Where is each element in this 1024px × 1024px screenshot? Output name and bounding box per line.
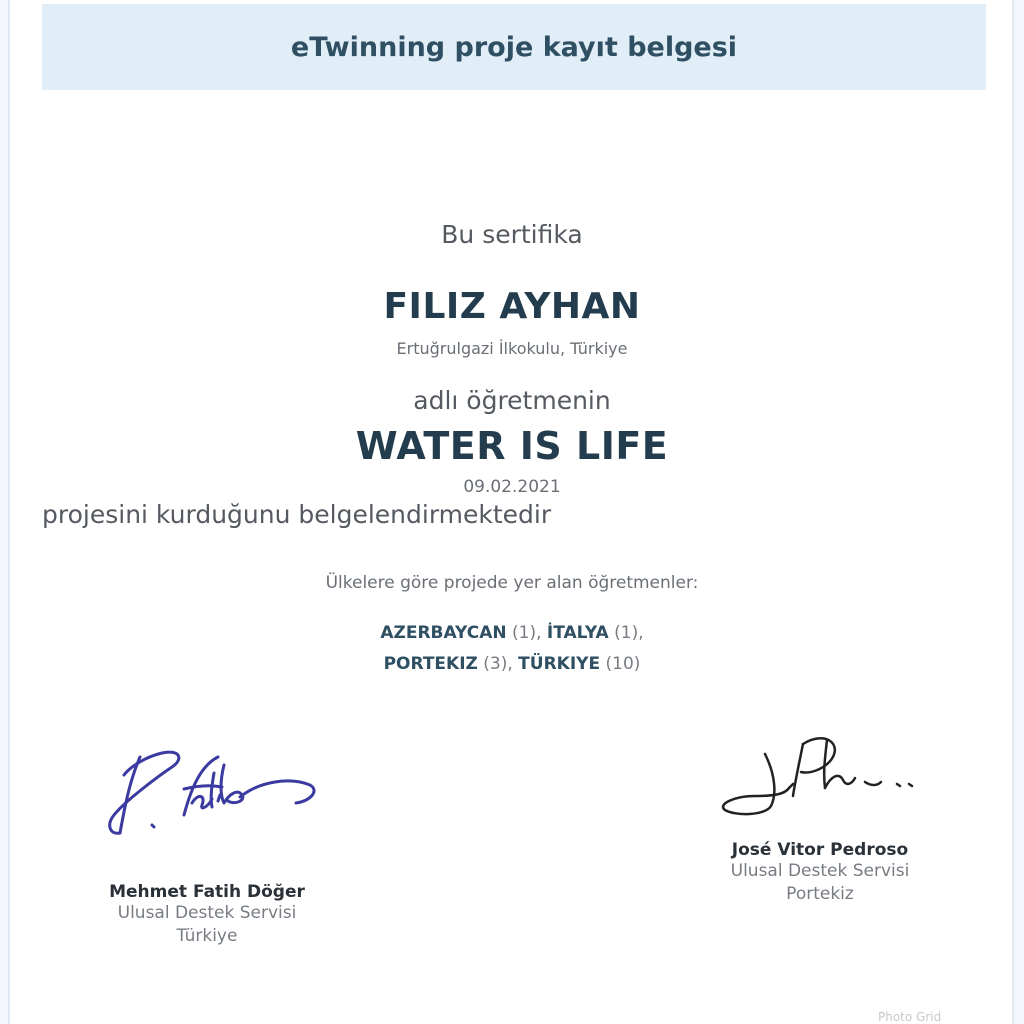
signatory-country: Portekiz: [786, 884, 854, 904]
project-date: 09.02.2021: [463, 477, 561, 497]
signature-right: [715, 724, 925, 824]
certification-statement: projesini kurduğunu belgelendirmektedir: [42, 500, 552, 529]
teacher-of-text: adlı öğretmenin: [413, 386, 611, 415]
signatory-right: [700, 840, 940, 906]
signatory-country: Türkiye: [176, 926, 238, 946]
signatory-role: Ulusal Destek Servisi: [730, 861, 910, 881]
signatory-role: Ulusal Destek Servisi: [117, 903, 297, 923]
project-name: WATER IS LIFE: [355, 424, 669, 468]
signatory-name: Mehmet Fatih Döğer: [109, 882, 305, 902]
country-name: İTALYA: [546, 623, 609, 643]
photo-grid-watermark: Photo Grid: [878, 1010, 942, 1024]
signatory-name: José Vitor Pedroso: [731, 840, 909, 860]
teacher-name: FILIZ AYHAN: [383, 286, 641, 327]
country-name: PORTEKIZ: [383, 654, 478, 674]
country-count: (1),: [614, 623, 644, 643]
certificate-title: eTwinning proje kayıt belgesi: [290, 31, 738, 63]
signatory-left: [92, 882, 322, 948]
certificate-header: [42, 4, 986, 90]
intro-text: Bu sertifika: [441, 220, 583, 249]
country-name: AZERBAYCAN: [380, 623, 507, 643]
country-count: (3),: [483, 654, 513, 674]
country-name: TÜRKIYE: [518, 654, 601, 674]
countries-line: [0, 654, 1024, 674]
country-count: (10): [605, 654, 641, 674]
school-name: Ertuğrulgazi İlkokulu, Türkiye: [396, 339, 628, 358]
countries-intro: Ülkelere göre projede yer alan öğretmenler:: [325, 573, 699, 593]
signature-left: [100, 745, 330, 845]
countries-line: [0, 623, 1024, 643]
country-count: (1),: [512, 623, 542, 643]
